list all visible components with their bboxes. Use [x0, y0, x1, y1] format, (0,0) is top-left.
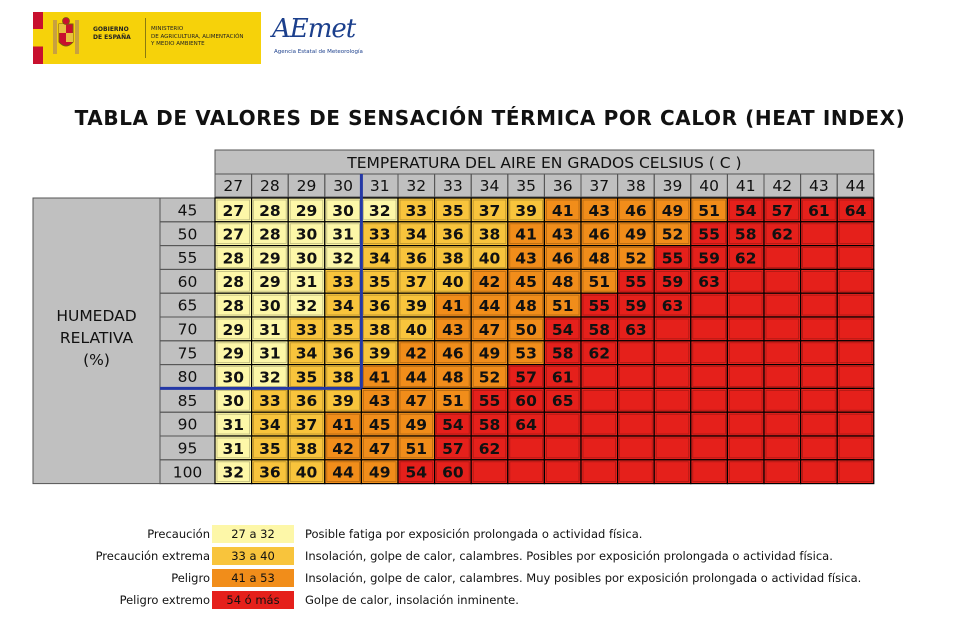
legend-row [0, 525, 980, 543]
empty-danger-cell [691, 365, 728, 389]
humidity-header-line: RELATIVA [59, 328, 134, 347]
value-label: 47 [478, 320, 501, 339]
value-label: 38 [442, 249, 464, 268]
legend-row [0, 569, 980, 587]
value-label: 40 [405, 320, 428, 339]
empty-danger-cell [801, 317, 838, 341]
temperature-label: 28 [260, 177, 280, 195]
humidity-label: 100 [172, 463, 203, 482]
empty-danger-cell [764, 293, 801, 317]
value-label: 29 [222, 320, 245, 339]
temperature-label: 31 [369, 177, 390, 195]
value-label: 57 [515, 368, 537, 387]
value-label: 60 [515, 392, 537, 411]
empty-danger-cell [691, 317, 728, 341]
value-label: 28 [259, 201, 281, 220]
value-label: 30 [332, 201, 354, 220]
empty-danger-cell [764, 269, 801, 293]
value-label: 32 [222, 463, 245, 482]
temperature-label: 36 [552, 177, 573, 195]
value-label: 57 [771, 201, 794, 220]
empty-danger-cell [764, 317, 801, 341]
value-label: 28 [259, 225, 281, 244]
empty-danger-cell [654, 460, 691, 484]
empty-danger-cell [581, 436, 618, 460]
temperature-label: 41 [735, 177, 756, 195]
value-label: 52 [478, 368, 501, 387]
value-label: 51 [551, 297, 574, 315]
humidity-label: 45 [177, 201, 198, 220]
empty-danger-cell [691, 412, 728, 436]
value-label: 41 [515, 225, 537, 244]
value-label: 35 [295, 368, 318, 387]
value-label: 37 [295, 416, 318, 434]
value-label: 34 [295, 344, 318, 363]
value-label: 43 [588, 201, 611, 220]
humidity-label: 60 [177, 272, 198, 291]
empty-danger-cell [654, 317, 691, 341]
value-label: 51 [405, 439, 428, 458]
value-label: 63 [698, 273, 720, 292]
value-label: 35 [332, 320, 354, 339]
empty-danger-cell [544, 436, 581, 460]
empty-danger-cell [801, 412, 838, 436]
empty-danger-cell [618, 436, 655, 460]
legend-description: Insolación, golpe de calor, calambres. Posibles por exposición prolongada o actividad física. [305, 549, 833, 563]
empty-danger-cell [618, 412, 655, 436]
value-label: 41 [442, 297, 464, 315]
value-label: 55 [625, 273, 647, 292]
legend-label: Precaución extrema [95, 549, 210, 563]
value-label: 33 [368, 225, 391, 244]
empty-danger-cell [764, 341, 801, 365]
value-label: 46 [551, 249, 574, 268]
humidity-label: 80 [177, 368, 198, 387]
value-label: 52 [661, 225, 684, 244]
value-label: 42 [478, 273, 501, 292]
temperature-label: 27 [223, 177, 244, 195]
empty-danger-cell [764, 246, 801, 270]
empty-danger-cell [837, 412, 874, 436]
temperature-label: 35 [516, 177, 536, 195]
value-label: 33 [405, 201, 428, 220]
temperature-label: 37 [589, 177, 610, 195]
empty-danger-cell [581, 460, 618, 484]
empty-danger-cell [691, 293, 728, 317]
value-label: 28 [222, 273, 245, 292]
empty-danger-cell [654, 436, 691, 460]
empty-danger-cell [544, 412, 581, 436]
humidity-label: 65 [177, 296, 198, 315]
value-label: 63 [661, 297, 684, 315]
temperature-label: 43 [809, 177, 829, 195]
value-label: 36 [332, 344, 354, 363]
value-label: 51 [442, 392, 464, 411]
value-label: 48 [588, 249, 611, 268]
empty-danger-cell [837, 246, 874, 270]
empty-danger-cell [801, 222, 838, 246]
humidity-label: 90 [177, 415, 198, 434]
humidity-label: 95 [177, 439, 198, 458]
empty-danger-cell [691, 436, 728, 460]
value-label: 31 [222, 439, 245, 458]
value-label: 62 [588, 344, 611, 363]
value-label: 29 [259, 249, 281, 268]
empty-danger-cell [764, 388, 801, 412]
value-label: 44 [478, 297, 501, 315]
value-label: 33 [295, 320, 318, 339]
value-label: 55 [661, 249, 684, 268]
value-label: 35 [368, 273, 391, 292]
legend-label: Peligro extremo [119, 593, 210, 607]
value-label: 59 [661, 273, 684, 292]
value-label: 65 [551, 392, 574, 411]
value-label: 58 [588, 320, 611, 339]
temperature-label: 30 [333, 177, 353, 195]
value-label: 42 [405, 344, 428, 363]
empty-danger-cell [691, 388, 728, 412]
value-label: 40 [442, 273, 464, 292]
value-label: 39 [368, 344, 391, 363]
humidity-label: 85 [177, 391, 198, 410]
value-label: 54 [442, 416, 464, 434]
empty-danger-cell [581, 388, 618, 412]
empty-danger-cell [837, 222, 874, 246]
value-label: 30 [259, 297, 281, 315]
value-label: 57 [442, 439, 464, 458]
value-label: 29 [259, 273, 281, 292]
temperature-label: 32 [406, 177, 427, 195]
empty-danger-cell [618, 388, 655, 412]
empty-danger-cell [654, 412, 691, 436]
empty-danger-cell [727, 269, 764, 293]
value-label: 45 [368, 416, 391, 434]
value-label: 45 [515, 273, 537, 292]
value-label: 47 [405, 392, 428, 411]
value-label: 49 [661, 201, 684, 220]
value-label: 40 [295, 463, 318, 482]
value-label: 33 [259, 392, 281, 411]
empty-danger-cell [837, 460, 874, 484]
value-label: 40 [478, 249, 501, 268]
empty-danger-cell [801, 460, 838, 484]
value-label: 34 [259, 416, 281, 434]
value-label: 48 [442, 368, 464, 387]
value-label: 53 [515, 344, 537, 363]
empty-danger-cell [691, 460, 728, 484]
value-label: 58 [551, 344, 574, 363]
value-label: 34 [368, 249, 391, 268]
ministry-name: MINISTERIO DE AGRICULTURA, ALIMENTACIÓN Y MEDIO AMBIENTE [151, 26, 244, 47]
value-label: 28 [222, 297, 245, 315]
empty-danger-cell [764, 412, 801, 436]
legend-row [0, 591, 980, 609]
value-label: 31 [332, 225, 354, 244]
temperature-label: 39 [662, 177, 683, 195]
value-label: 29 [222, 344, 245, 363]
value-label: 49 [368, 463, 391, 482]
value-label: 34 [332, 297, 354, 315]
value-label: 55 [588, 297, 611, 315]
value-label: 41 [551, 201, 574, 220]
value-label: 32 [368, 201, 391, 220]
value-label: 49 [478, 344, 501, 363]
value-label: 30 [295, 249, 318, 268]
value-label: 43 [368, 392, 391, 411]
humidity-header-line: (%) [83, 350, 110, 369]
empty-danger-cell [691, 341, 728, 365]
temperature-label: 42 [772, 177, 793, 195]
empty-danger-cell [471, 460, 508, 484]
value-label: 58 [734, 225, 757, 244]
empty-danger-cell [801, 436, 838, 460]
humidity-label: 50 [177, 225, 198, 244]
empty-danger-cell [837, 317, 874, 341]
value-label: 31 [259, 320, 281, 339]
legend-row [0, 547, 980, 565]
humidity-label: 70 [177, 320, 198, 339]
value-label: 46 [442, 344, 464, 363]
temperature-label: 33 [443, 177, 463, 195]
legend-swatch: 33 a 40 [212, 547, 294, 565]
legend-label: Peligro [171, 571, 210, 585]
value-label: 36 [368, 297, 391, 315]
value-label: 39 [515, 201, 537, 220]
empty-danger-cell [837, 388, 874, 412]
empty-danger-cell [764, 460, 801, 484]
empty-danger-cell [654, 365, 691, 389]
legend-description: Insolación, golpe de calor, calambres. Muy posibles por exposición prolongada o actividad física. [305, 571, 862, 585]
value-label: 61 [551, 368, 574, 387]
value-label: 31 [222, 416, 245, 434]
empty-danger-cell [581, 412, 618, 436]
value-label: 31 [259, 344, 281, 363]
legend-swatch: 27 a 32 [212, 525, 294, 543]
value-label: 46 [625, 201, 647, 220]
value-label: 50 [515, 320, 537, 339]
empty-danger-cell [508, 460, 545, 484]
value-label: 48 [551, 273, 574, 292]
value-label: 33 [332, 273, 354, 292]
value-label: 43 [551, 225, 574, 244]
value-label: 39 [332, 392, 354, 411]
empty-danger-cell [764, 365, 801, 389]
value-label: 44 [405, 368, 428, 387]
value-label: 43 [515, 249, 537, 268]
empty-danger-cell [727, 293, 764, 317]
legend-swatch: 54 ó más [212, 591, 294, 609]
value-label: 38 [332, 368, 354, 387]
empty-danger-cell [837, 293, 874, 317]
empty-danger-cell [618, 365, 655, 389]
column-header-label: TEMPERATURA DEL AIRE EN GRADOS CELSIUS ( C ) [347, 154, 742, 172]
aemet-subtitle: Agencia Estatal de Meteorología [274, 49, 363, 55]
empty-danger-cell [727, 412, 764, 436]
empty-danger-cell [764, 436, 801, 460]
empty-danger-cell [727, 341, 764, 365]
value-label: 34 [405, 225, 428, 244]
empty-danger-cell [727, 388, 764, 412]
empty-danger-cell [727, 436, 764, 460]
aemet-wordmark: AEmet [272, 14, 356, 44]
value-label: 47 [368, 439, 391, 458]
empty-danger-cell [508, 436, 545, 460]
value-label: 48 [515, 297, 537, 315]
value-label: 52 [625, 249, 647, 268]
humidity-label: 55 [177, 249, 198, 268]
empty-danger-cell [801, 365, 838, 389]
value-label: 54 [734, 201, 757, 220]
value-label: 59 [625, 297, 647, 315]
value-label: 54 [551, 320, 574, 339]
value-label: 36 [295, 392, 318, 411]
empty-danger-cell [837, 365, 874, 389]
value-label: 35 [442, 201, 464, 220]
value-label: 42 [332, 439, 354, 458]
value-label: 64 [515, 416, 537, 434]
empty-danger-cell [654, 388, 691, 412]
value-label: 27 [222, 225, 245, 244]
value-label: 30 [222, 392, 245, 411]
value-label: 36 [442, 225, 464, 244]
empty-danger-cell [801, 341, 838, 365]
legend [0, 523, 980, 618]
value-label: 29 [295, 201, 318, 220]
value-label: 35 [259, 439, 281, 458]
empty-danger-cell [837, 269, 874, 293]
value-label: 27 [222, 201, 245, 220]
value-label: 38 [368, 320, 391, 339]
value-label: 36 [405, 249, 428, 268]
value-label: 49 [405, 416, 428, 434]
empty-danger-cell [544, 460, 581, 484]
value-label: 28 [222, 249, 245, 268]
humidity-label: 75 [177, 344, 198, 363]
value-label: 62 [771, 225, 794, 244]
legend-description: Posible fatiga por exposición prolongada o actividad física. [305, 527, 643, 541]
value-label: 60 [442, 463, 464, 482]
value-label: 41 [368, 368, 391, 387]
value-label: 61 [808, 201, 830, 220]
temperature-label: 38 [626, 177, 646, 195]
empty-danger-cell [837, 341, 874, 365]
value-label: 38 [295, 439, 318, 458]
value-label: 59 [698, 249, 720, 268]
value-label: 51 [698, 201, 720, 220]
value-label: 30 [295, 225, 318, 244]
value-label: 30 [222, 368, 245, 387]
value-label: 32 [332, 249, 354, 268]
empty-danger-cell [727, 317, 764, 341]
value-label: 51 [588, 273, 611, 292]
value-label: 32 [295, 297, 318, 315]
empty-danger-cell [801, 293, 838, 317]
empty-danger-cell [801, 388, 838, 412]
temperature-label: 29 [296, 177, 317, 195]
value-label: 58 [478, 416, 501, 434]
empty-danger-cell [618, 341, 655, 365]
value-label: 37 [405, 273, 428, 292]
temperature-label: 40 [699, 177, 719, 195]
government-name: GOBIERNO DE ESPAÑA [93, 26, 131, 41]
legend-label: Precaución [147, 527, 210, 541]
value-label: 54 [405, 463, 428, 482]
value-label: 36 [259, 463, 281, 482]
value-label: 55 [478, 392, 501, 411]
value-label: 43 [442, 320, 464, 339]
value-label: 64 [844, 201, 867, 220]
legend-description: Golpe de calor, insolación inminente. [305, 593, 519, 607]
value-label: 38 [478, 225, 501, 244]
empty-danger-cell [801, 246, 838, 270]
empty-danger-cell [837, 436, 874, 460]
empty-danger-cell [727, 460, 764, 484]
value-label: 31 [295, 273, 318, 292]
value-label: 55 [698, 225, 720, 244]
value-label: 62 [734, 249, 757, 268]
value-label: 44 [332, 463, 354, 482]
value-label: 39 [405, 297, 428, 315]
value-label: 63 [625, 320, 647, 339]
empty-danger-cell [801, 269, 838, 293]
empty-danger-cell [581, 365, 618, 389]
legend-swatch: 41 a 53 [212, 569, 294, 587]
value-label: 41 [332, 416, 354, 434]
empty-danger-cell [654, 341, 691, 365]
value-label: 62 [478, 439, 501, 458]
value-label: 37 [478, 201, 501, 220]
value-label: 49 [625, 225, 647, 244]
empty-danger-cell [618, 460, 655, 484]
value-label: 32 [259, 368, 281, 387]
value-label: 46 [588, 225, 611, 244]
temperature-label: 34 [479, 177, 500, 195]
empty-danger-cell [727, 365, 764, 389]
humidity-header-line: HUMEDAD [56, 306, 137, 325]
page-title: TABLA DE VALORES DE SENSACIÓN TÉRMICA POR CALOR (HEAT INDEX) [74, 106, 906, 130]
temperature-label: 44 [845, 177, 866, 195]
